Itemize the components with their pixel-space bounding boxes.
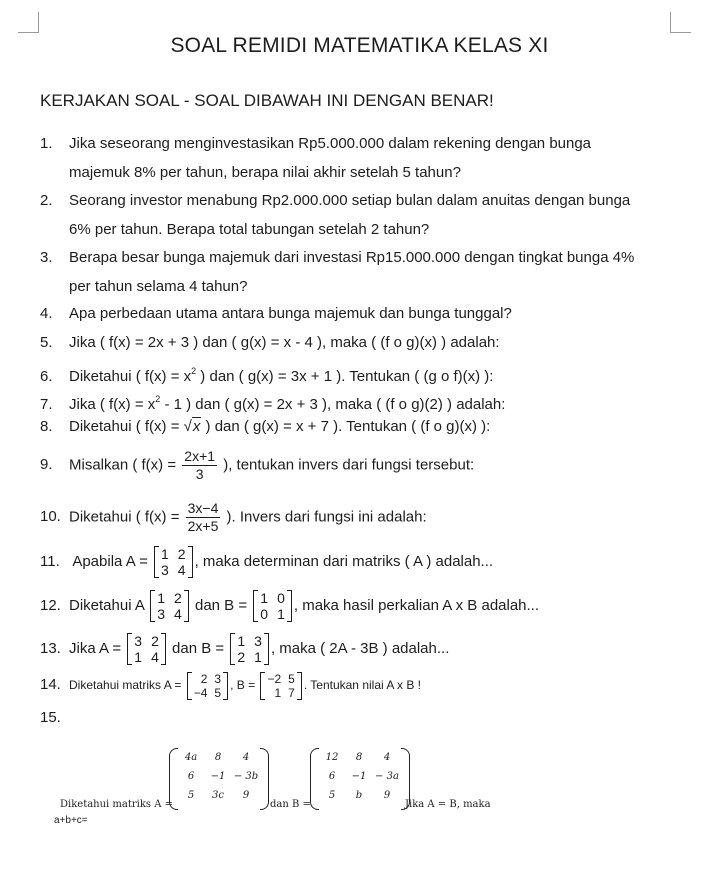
question-3-continued: per tahun selama 4 tahun? bbox=[69, 278, 248, 295]
matrix-b: −2 5 1 7 bbox=[260, 672, 301, 700]
page-corner-mark-top-left bbox=[18, 12, 39, 33]
question-1: 1. Jika seseorang menginvestasikan Rp5.000.000 dalam rekening dengan bunga bbox=[40, 135, 592, 152]
square-root: √x bbox=[183, 418, 201, 435]
question-12: 12. Diketahui A 1 2 3 4 dan B = 1 0 0 1 , maka hasil perkalian A x B adalah... bbox=[40, 590, 540, 622]
instruction-heading: KERJAKAN SOAL - SOAL DIBAWAH INI DENGAN BENAR! bbox=[40, 91, 494, 110]
matrix-b: 1 3 2 1 bbox=[230, 633, 269, 665]
question-3: 3. Berapa besar bunga majemuk dari investasi Rp15.000.000 dengan tingkat bunga 4% bbox=[40, 249, 635, 266]
question-6: 6. Diketahui ( $f(x) = x^2$ ) dan ( g(x) = 3x + 1 ). Tentukan ( (g o f)(x) ): bbox=[40, 366, 494, 385]
question-5: 5. Jika ( f(x) = 2x + 3 ) dan ( g(x) = x - 4 ), maka ( (f o g)(x) ) adalah: bbox=[40, 334, 500, 351]
question-4: 4. Apa perbedaan utama antara bunga majemuk dan bunga tunggal? bbox=[40, 305, 512, 322]
question-15-lead: Diketahui matriks A = bbox=[60, 799, 174, 810]
question-13: 13. Jika A = 3 2 1 4 dan B = 1 3 2 1 , maka ( 2A - 3B ) adalah... bbox=[40, 633, 450, 665]
matrix-a: 3 2 1 4 bbox=[127, 633, 166, 665]
question-15-dan: dan B = bbox=[270, 799, 311, 810]
question-2: 2. Seorang investor menabung Rp2.000.000 setiap bulan dalam anuitas dengan bunga bbox=[40, 192, 631, 209]
question-7: 7. Jika ( $f(x) = x^2 - 1$ ) dan ( g(x) = 2x + 3 ), maka ( (f o g)(2) ) adalah: bbox=[40, 394, 506, 413]
question-8: 8. Diketahui ( f(x) = √x ) dan ( g(x) = x + 7 ). Tentukan ( (f o g)(x) ): bbox=[40, 413, 490, 441]
fraction: $\frac{2x+1}{3}$ bbox=[184, 448, 216, 482]
question-1-continued: majemuk 8% per tahun, berapa nilai akhir setelah 5 tahun? bbox=[69, 164, 461, 181]
question-11: 11. Apabila A = 1 2 3 4 , maka determinan dari matriks ( A ) adalah... bbox=[40, 546, 494, 578]
question-10: 10. Diketahui ( f(x) = $\frac{3x-4}{2x+5}$ ). Invers dari fungsi ini adalah: bbox=[40, 500, 427, 534]
matrix-b: 1 0 0 1 bbox=[253, 590, 292, 622]
fraction: $\frac{3x-4}{2x+5}$ bbox=[187, 500, 219, 534]
matrix-a: 1 2 3 4 bbox=[150, 590, 189, 622]
page-corner-mark-top-right bbox=[670, 12, 691, 33]
matrix-a: 2 3 −4 5 bbox=[187, 672, 228, 700]
matrix-a-3x3: 4a 8 4 6 −1 − 3b 5 3c 9 bbox=[177, 748, 261, 805]
question-15-ask: a+b+c= bbox=[54, 815, 88, 826]
exponent: 2 bbox=[191, 366, 197, 376]
question-15-condition: Jika A = B, maka bbox=[405, 799, 491, 810]
question-9: 9. Misalkan ( f(x) = $\frac{2x+1}{3}$ ), tentukan invers dari fungsi tersebut: bbox=[40, 448, 475, 482]
matrix-b-3x3: 12 8 4 6 −1 − 3a 5 b 9 bbox=[318, 748, 402, 805]
matrix-a: 1 2 3 4 bbox=[154, 546, 193, 578]
page-title: SOAL REMIDI MATEMATIKA KELAS XI bbox=[170, 34, 549, 57]
question-14: 14. Diketahui matriks A = 2 3 −4 5 , B = −2 5 1 7 . Tentukan nilai A x B ! bbox=[40, 671, 422, 700]
question-15: 15. bbox=[40, 709, 61, 726]
question-2-continued: 6% per tahun. Berapa total tabungan setelah 2 tahun? bbox=[69, 221, 430, 238]
exponent: 2 bbox=[155, 394, 161, 404]
